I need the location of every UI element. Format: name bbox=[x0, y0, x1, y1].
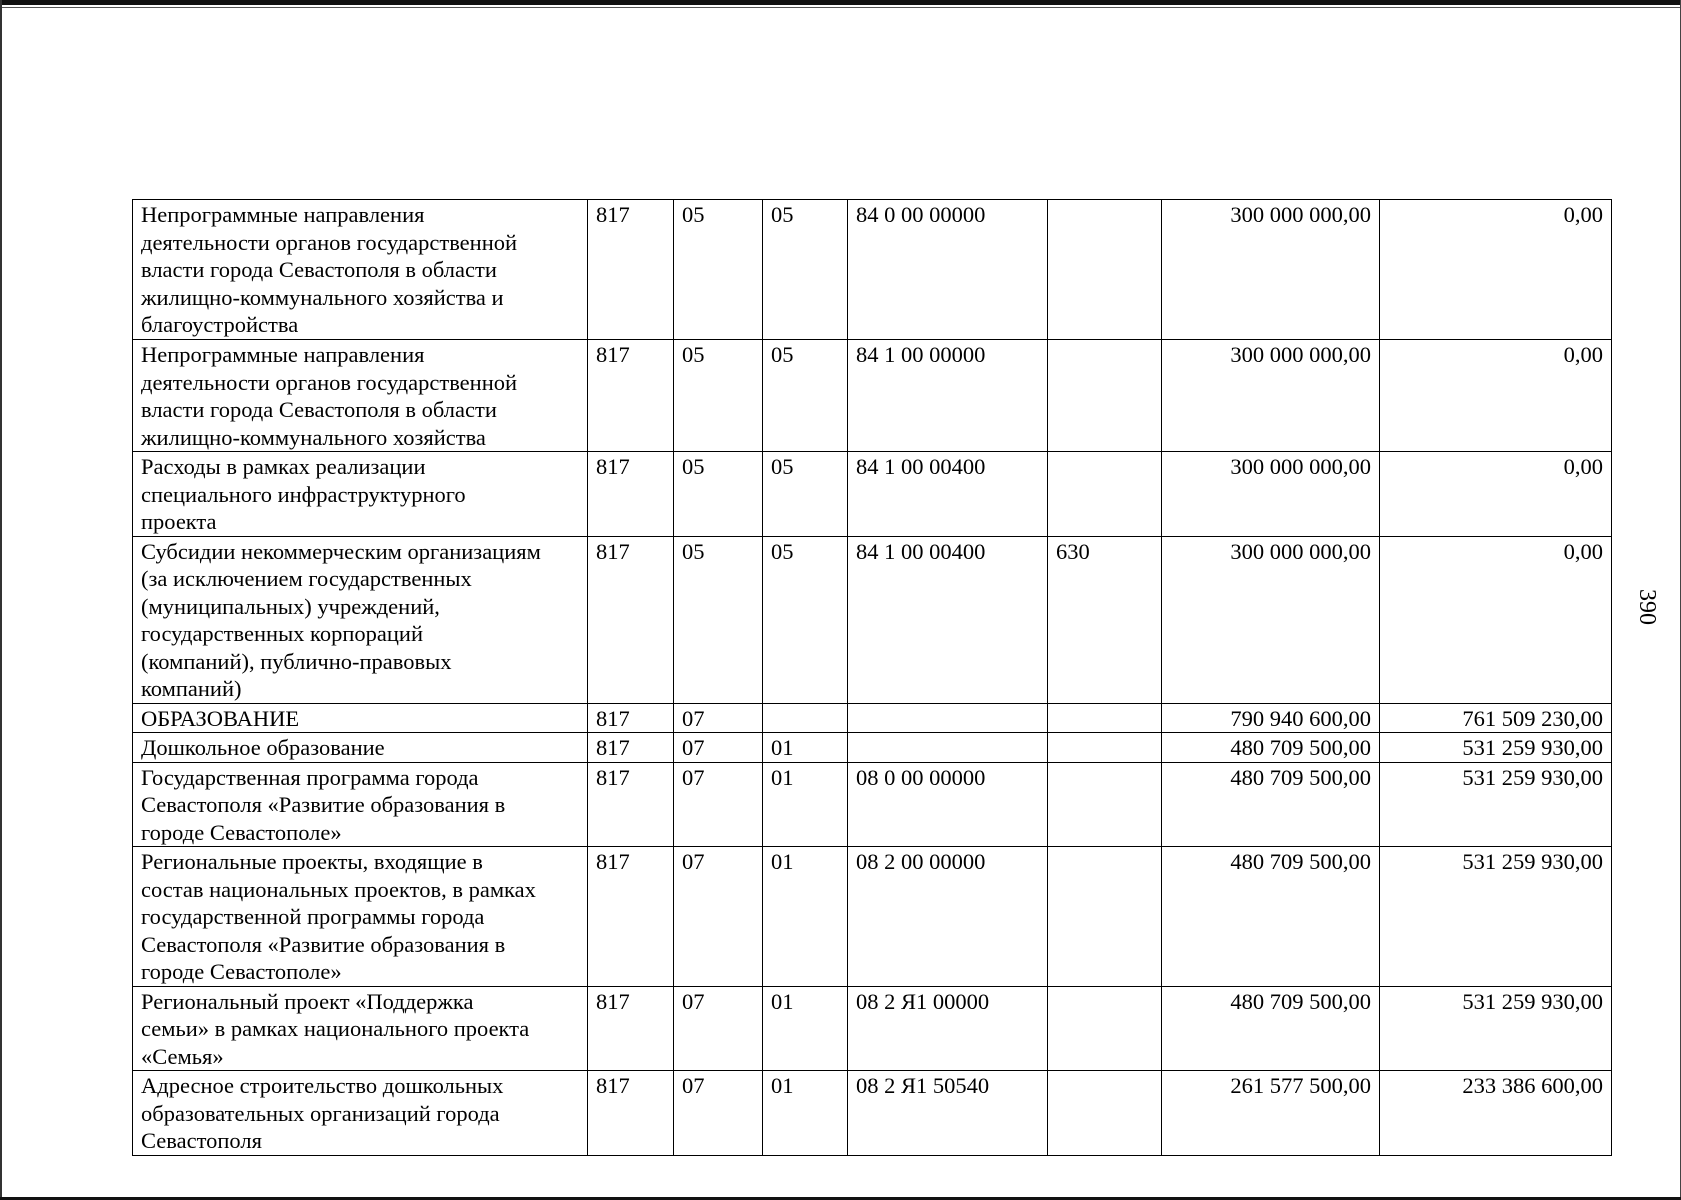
expense-name-cell: Субсидии некоммерческим организациям (за исключением государственных (муниципальных) учреждений, государственных корпораций (компаний), публично-правовых компаний) bbox=[133, 536, 588, 703]
expense-type-cell bbox=[1048, 986, 1162, 1071]
table-row bbox=[133, 200, 1612, 340]
amount-year-2-cell: 0,00 bbox=[1380, 200, 1612, 340]
amount-year-1-cell: 300 000 000,00 bbox=[1162, 200, 1380, 340]
table-row bbox=[133, 986, 1612, 1071]
budget-table bbox=[132, 199, 1612, 1156]
expense-type-cell bbox=[1048, 733, 1162, 763]
amount-year-1-cell: 480 709 500,00 bbox=[1162, 986, 1380, 1071]
target-article-cell: 84 1 00 00400 bbox=[848, 452, 1048, 537]
amount-year-2-cell: 531 259 930,00 bbox=[1380, 986, 1612, 1071]
table-row bbox=[133, 703, 1612, 733]
subsection-code-cell bbox=[763, 703, 848, 733]
expense-type-cell bbox=[1048, 1071, 1162, 1156]
amount-year-1-cell: 300 000 000,00 bbox=[1162, 452, 1380, 537]
department-code-cell: 817 bbox=[588, 536, 674, 703]
expense-name-cell: Непрограммные направления деятельности органов государственной власти города Севастополя в области жилищно-коммунального хозяйства и благоустройства bbox=[133, 200, 588, 340]
table-row bbox=[133, 536, 1612, 703]
amount-year-2-cell: 0,00 bbox=[1380, 536, 1612, 703]
amount-year-2-cell: 233 386 600,00 bbox=[1380, 1071, 1612, 1156]
target-article-cell: 08 2 Я1 50540 bbox=[848, 1071, 1048, 1156]
target-article-cell: 84 1 00 00000 bbox=[848, 340, 1048, 452]
department-code-cell: 817 bbox=[588, 340, 674, 452]
subsection-code-cell: 05 bbox=[763, 340, 848, 452]
section-code-cell: 07 bbox=[674, 733, 763, 763]
expense-type-cell: 630 bbox=[1048, 536, 1162, 703]
page-number: 390 bbox=[1634, 589, 1660, 625]
target-article-cell bbox=[848, 733, 1048, 763]
amount-year-1-cell: 480 709 500,00 bbox=[1162, 762, 1380, 847]
amount-year-2-cell: 761 509 230,00 bbox=[1380, 703, 1612, 733]
expense-name-cell: Региональные проекты, входящие в состав национальных проектов, в рамках государственной программы города Севастополя «Развитие образования в городе Севастополе» bbox=[133, 847, 588, 987]
table-row bbox=[133, 847, 1612, 987]
table-row bbox=[133, 1071, 1612, 1156]
amount-year-2-cell: 531 259 930,00 bbox=[1380, 733, 1612, 763]
subsection-code-cell: 01 bbox=[763, 1071, 848, 1156]
subsection-code-cell: 01 bbox=[763, 847, 848, 987]
target-article-cell: 84 0 00 00000 bbox=[848, 200, 1048, 340]
subsection-code-cell: 05 bbox=[763, 452, 848, 537]
department-code-cell: 817 bbox=[588, 200, 674, 340]
amount-year-1-cell: 300 000 000,00 bbox=[1162, 340, 1380, 452]
expense-type-cell bbox=[1048, 847, 1162, 987]
expense-name-cell: Адресное строительство дошкольных образовательных организаций города Севастополя bbox=[133, 1071, 588, 1156]
section-code-cell: 07 bbox=[674, 986, 763, 1071]
amount-year-2-cell: 531 259 930,00 bbox=[1380, 762, 1612, 847]
department-code-cell: 817 bbox=[588, 733, 674, 763]
table-row bbox=[133, 762, 1612, 847]
section-code-cell: 05 bbox=[674, 200, 763, 340]
table-body bbox=[133, 200, 1612, 1156]
expense-name-cell: Расходы в рамках реализации специального инфраструктурного проекта bbox=[133, 452, 588, 537]
subsection-code-cell: 01 bbox=[763, 986, 848, 1071]
target-article-cell: 08 2 Я1 00000 bbox=[848, 986, 1048, 1071]
department-code-cell: 817 bbox=[588, 452, 674, 537]
subsection-code-cell: 05 bbox=[763, 200, 848, 340]
section-code-cell: 07 bbox=[674, 703, 763, 733]
section-code-cell: 05 bbox=[674, 536, 763, 703]
department-code-cell: 817 bbox=[588, 986, 674, 1071]
subsection-code-cell: 01 bbox=[763, 762, 848, 847]
table-row bbox=[133, 733, 1612, 763]
amount-year-1-cell: 300 000 000,00 bbox=[1162, 536, 1380, 703]
target-article-cell: 84 1 00 00400 bbox=[848, 536, 1048, 703]
scan-border-left bbox=[0, 0, 2, 1200]
section-code-cell: 05 bbox=[674, 452, 763, 537]
expense-name-cell: Дошкольное образование bbox=[133, 733, 588, 763]
amount-year-1-cell: 480 709 500,00 bbox=[1162, 733, 1380, 763]
department-code-cell: 817 bbox=[588, 847, 674, 987]
target-article-cell: 08 0 00 00000 bbox=[848, 762, 1048, 847]
expense-type-cell bbox=[1048, 340, 1162, 452]
target-article-cell: 08 2 00 00000 bbox=[848, 847, 1048, 987]
amount-year-2-cell: 0,00 bbox=[1380, 452, 1612, 537]
expense-name-cell: Региональный проект «Поддержка семьи» в рамках национального проекта «Семья» bbox=[133, 986, 588, 1071]
amount-year-2-cell: 0,00 bbox=[1380, 340, 1612, 452]
expense-name-cell: Непрограммные направления деятельности органов государственной власти города Севастополя в области жилищно-коммунального хозяйства bbox=[133, 340, 588, 452]
scan-border-top bbox=[0, 0, 1681, 5]
section-code-cell: 05 bbox=[674, 340, 763, 452]
amount-year-1-cell: 790 940 600,00 bbox=[1162, 703, 1380, 733]
expense-name-cell: ОБРАЗОВАНИЕ bbox=[133, 703, 588, 733]
expense-type-cell bbox=[1048, 703, 1162, 733]
expense-type-cell bbox=[1048, 452, 1162, 537]
subsection-code-cell: 01 bbox=[763, 733, 848, 763]
department-code-cell: 817 bbox=[588, 762, 674, 847]
section-code-cell: 07 bbox=[674, 847, 763, 987]
amount-year-1-cell: 480 709 500,00 bbox=[1162, 847, 1380, 987]
expense-type-cell bbox=[1048, 762, 1162, 847]
expense-type-cell bbox=[1048, 200, 1162, 340]
amount-year-1-cell: 261 577 500,00 bbox=[1162, 1071, 1380, 1156]
department-code-cell: 817 bbox=[588, 1071, 674, 1156]
subsection-code-cell: 05 bbox=[763, 536, 848, 703]
section-code-cell: 07 bbox=[674, 1071, 763, 1156]
scan-border-top-thin bbox=[0, 7, 1681, 8]
department-code-cell: 817 bbox=[588, 703, 674, 733]
section-code-cell: 07 bbox=[674, 762, 763, 847]
target-article-cell bbox=[848, 703, 1048, 733]
table-row bbox=[133, 452, 1612, 537]
amount-year-2-cell: 531 259 930,00 bbox=[1380, 847, 1612, 987]
table-row bbox=[133, 340, 1612, 452]
expense-name-cell: Государственная программа города Севастополя «Развитие образования в городе Севастополе» bbox=[133, 762, 588, 847]
